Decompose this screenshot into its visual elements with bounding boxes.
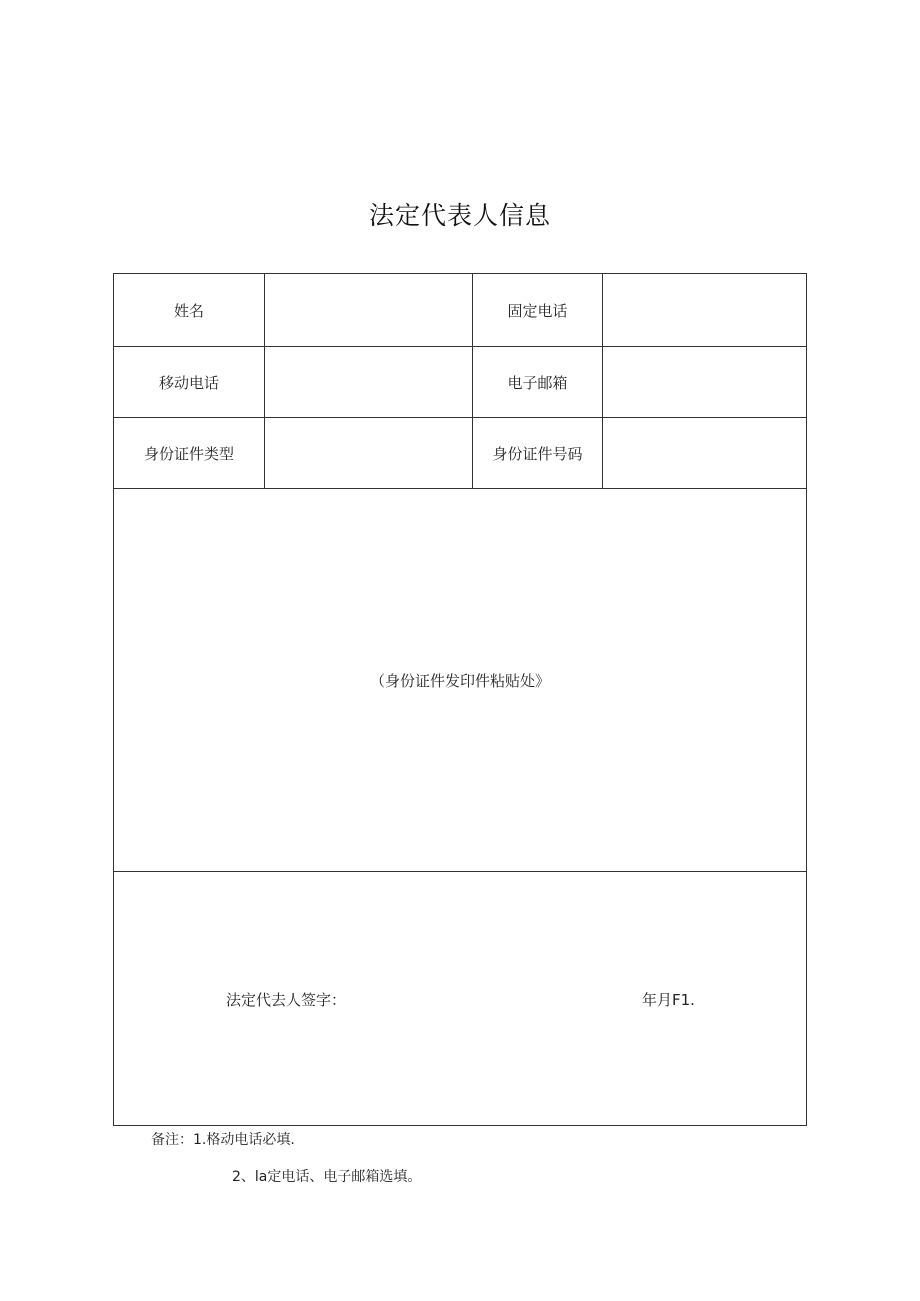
id-number-field[interactable] [603,418,807,489]
name-field[interactable] [265,274,473,347]
mobile-label: 移动电话 [114,347,265,418]
id-number-label: 身份证件号码 [473,418,603,489]
form-row-contact [114,347,807,418]
form-row-id-copy [114,489,807,872]
email-label: 电子邮箱 [473,347,603,418]
form-row-id [114,418,807,489]
signature-area[interactable] [114,872,807,1126]
note-line-1: 备注：1.格动电话必填. [151,1132,295,1148]
id-copy-paste-area [114,489,807,872]
legal-representative-form [113,273,807,1126]
page-title: 法定代表人信息 [368,201,551,230]
name-label: 姓名 [114,274,265,347]
note-line-2: 2、la定电话、电子邮箱选填。 [232,1169,422,1185]
landline-field[interactable] [603,274,807,347]
landline-label: 固定电话 [473,274,603,347]
id-type-field[interactable] [265,418,473,489]
signature-label: 法定代去人签字： [226,991,347,1009]
id-copy-paste-label: （身份证件发印件粘贴处》 [369,671,550,690]
form-row-name [114,274,807,347]
mobile-field[interactable] [265,347,473,418]
signature-date-label: 年月F1. [642,991,695,1009]
id-type-label: 身份证件类型 [114,418,265,489]
email-field[interactable] [603,347,807,418]
form-row-signature [114,872,807,1126]
